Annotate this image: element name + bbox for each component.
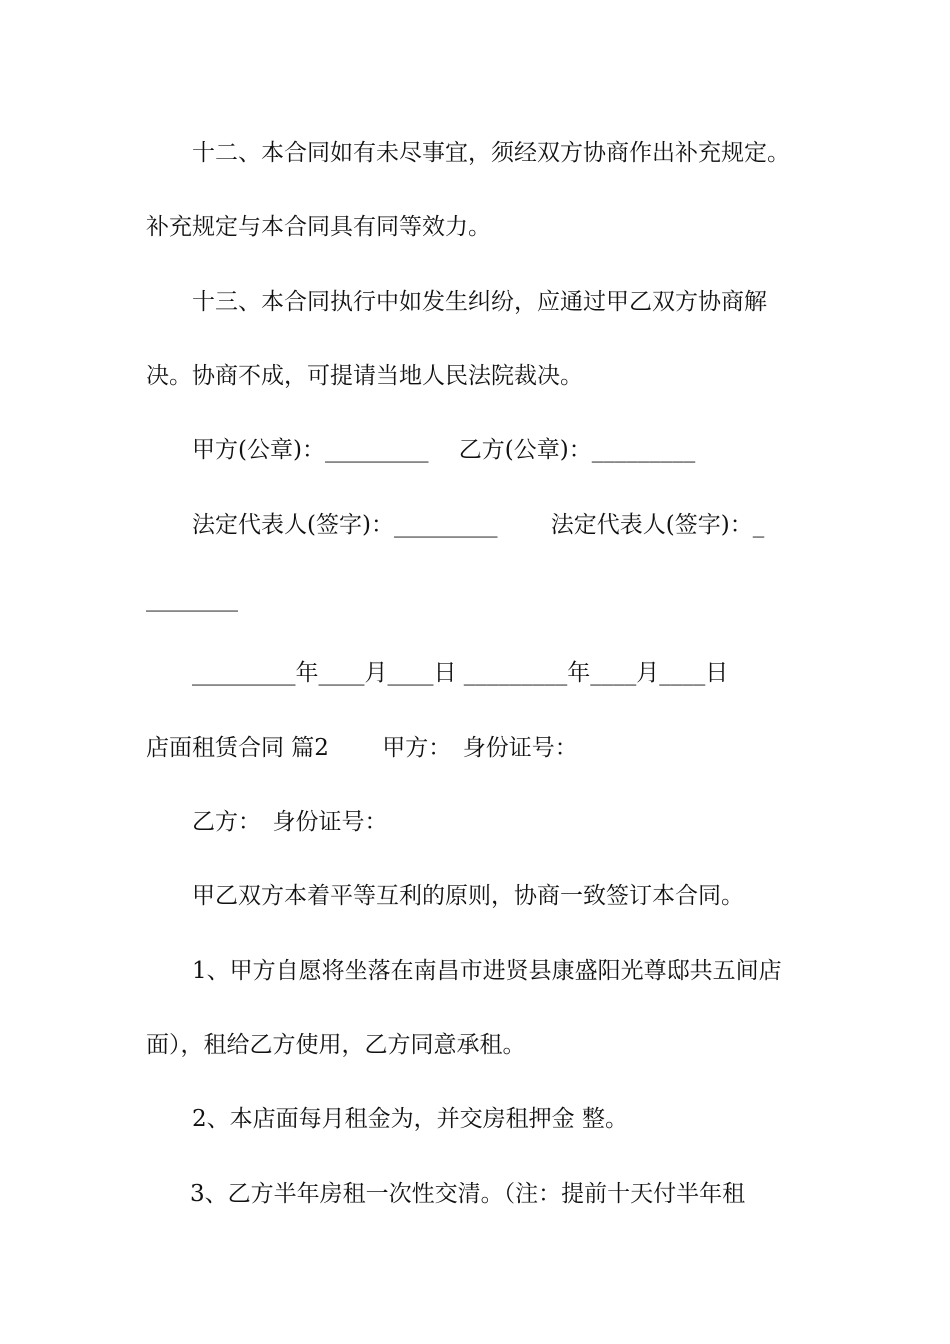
representative-line-2: ________	[146, 586, 238, 612]
seal-line: 甲方(公章)：_________ 乙方(公章)：_________	[192, 437, 696, 463]
item-1-line-2: 面），租给乙方使用，乙方同意承租。	[146, 1032, 526, 1058]
clause-13-line-2: 决。协商不成，可提请当地人民法院裁决。	[146, 363, 583, 389]
representative-line: 法定代表人(签字)：_________ 法定代表人(签字)：_	[192, 512, 765, 538]
item-3-line: 3、乙方半年房租一次性交清。（注：提前十天付半年租	[190, 1181, 746, 1207]
clause-13-line-1: 十三、本合同执行中如发生纠纷，应通过甲乙双方协商解	[192, 289, 767, 315]
item-2-line: 2、本店面每月租金为，并交房租押金 整。	[192, 1106, 628, 1132]
date-line: _________年____月____日 _________年____月____日	[192, 660, 729, 686]
party-b-line: 乙方： 身份证号：	[192, 809, 388, 835]
clause-12-line-2: 补充规定与本合同具有同等效力。	[146, 214, 491, 240]
clause-12-line-1: 十二、本合同如有未尽事宜，须经双方协商作出补充规定。	[192, 140, 790, 166]
preamble-line: 甲乙双方本着平等互利的原则，协商一致签订本合同。	[192, 883, 744, 909]
contract-2-title-line: 店面租赁合同 篇2 甲方： 身份证号：	[146, 735, 578, 761]
item-1-line-1: 1、甲方自愿将坐落在南昌市进贤县康盛阳光尊邸共五间店	[192, 958, 782, 984]
